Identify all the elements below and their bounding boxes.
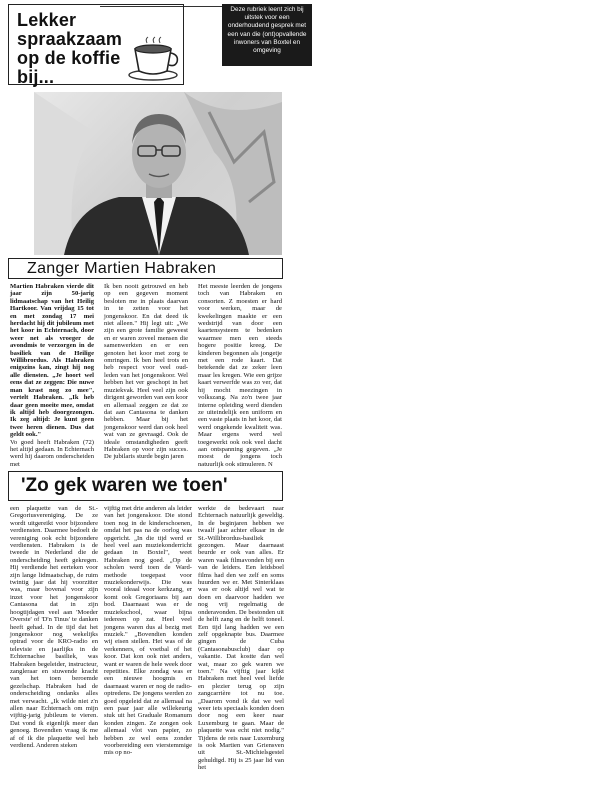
article-headline: Zanger Martien Habraken <box>27 260 217 277</box>
portrait-photo-figure <box>34 92 282 255</box>
article-column-1 <box>10 283 94 468</box>
article-column-5 <box>104 505 192 790</box>
article-column-6 <box>198 505 284 790</box>
article-column-3 <box>198 283 282 468</box>
column-intro: Deze rubriek leent zich bij uitstek voor een onderhoudend gesprek met een van die (ont)opvallende inwoners van Boxtel en omgeving <box>222 4 312 66</box>
headline-box <box>8 258 283 279</box>
article-column-2 <box>104 283 188 461</box>
section-heading-box <box>8 471 283 501</box>
section-heading: 'Zo gek waren we toen' <box>21 475 228 496</box>
article-paragraph: vijftig met drie anderen als leider van het jongenskoor. Die stond toen nog in de kinderschoenen, omdat het pas na de oorlog was opgericht. „In die tijd werd er heel veel aan muziekonderricht gedaan in Boxtel", weet Habraken nog goed. „Op de scholen werd toen de Ward-methode toegepast voor muziekonderwijs. Die was vooral ideaal voor kerkzang, er komt ook Gregoriaans bij aan bod. Daarnaast was er de muziekschool, waar bijna iedereen op zat. Heel veel jongens waren dus al bezig met muziek." „Bovendien konden wij eisen stellen. Het was of de verkenners, of voetbal of het koor. Dat kon ook niet anders, want er waren de hele week door repetities. Elke zondag was er een nieuwe hoogmis en daarnaast waren er nog de radio-optredens. De jongens werden zo goed opgeleid dat ze allemaal na een paar jaar alle willekeurig stuk uit het Graduale Romanum konden zingen. Ze zongen ook allemaal vlot van papier, zo hebben ze wel eens zonder voorbereiding een vierstemmige mis op no- <box>104 505 192 757</box>
article-lead-paragraph: Martien Habraken vierde dit jaar zijn 50-jarig lidmaatschap van het Heilig Hartkoor. Van vrijdag 15 tot en met zondag 17 mei herdacht hij dit jubileum met het koor in Echternach, door weer net als vroeger de avondmis te verzorgen in de basiliek van de Heilige Willibrordus. Als Habraken enigszins kan, zingt hij nog alle diensten. „Je hoort wel eens dat ze zeggen: Die nuwe man krast nog zo mee", vertelt Habraken. „Ik heb daar geen moeite mee, omdat ik altijd heb doorgezongen. Ik zeg altijd: Je kunt geen twee heren dienen. Dus dat geldt ook." <box>10 283 94 439</box>
article-paragraph: Vo goed heeft Habraken (72) het altijd gedaan. In Echternach werd hij daarom onderscheiden met <box>10 438 94 468</box>
column-title: Lekker spraakzaam op de koffie bij... <box>17 10 123 87</box>
article-paragraph: Het meeste leerden de jongens toch van Habraken en consorten. Z moesten er hard voor werken, maar de kwekelingen maakte er een wedstrijd van door een kaartensysteem te bedenken waarmee men een steeds hogere positie kreeg. De kinderen begonnen als jongetje met een rode kaart. Dat betekende dat ze zeker leen maar les kregen. Wie een grijze kaart verwerfde was zo ver, dat hij mocht meezingen in volkszang. Na zo'n twee jaar interne opleiding werd dienden ze uiteindelijk een uniform en een vaste plaats in het koor, dat werd ongekende kwaliteit was. Maar ergens werd wel toegewerkt ook ook veel dacht aan ontspanning gegeven. „Je moest de jongens toch natuurlijk ook stimuleren. N <box>198 283 282 468</box>
article-paragraph: Ik ben nooit getrouwd en heb op een gegeven moment besloten me in plaats daarvan in te zetten voor het jongenskoor. En dat deed ik niet alleen." Hij legt uit: „We zijn een grote familie geweest en er waren zoveel mensen die samenwerkten en er een genoten het koor met zorg te omringen. Ik ben heel trots en heb respect voor veel oud-leden van het jongenskoor. Wel hebben het ver geschopt in het muziekvak. Heel veel zijn ook dirigent geworden van een koor en allemaal zeggen ze dat ze dat aan Cantasona te danken hebben. Maar bij het jongenskoor werd dan ook heel wat van ze gevraagd. Ook de ideale omstandigheden geeft Habraken op voor zijn succes. De jubilaris sturde begin jaren <box>104 283 188 461</box>
article-paragraph: werkte de bedevaart naar Echternach natuurlijk geweldig. In de beginjaren hebben we twaalf jaar achter elkaar in de St.-Willibrordus-basiliek gezongen. Maar daarnaast beurde er ook van alles. Er waren vaak filmavonden bij een van de leiders. Een leidsboel films had den we zelf en soms huurden we er. Met Sinterklaas was er ook altijd wel wat te doen en daarvoor hadden we nog vrij regelmatig de onderavonden. De bestonden uit de helft zang en de helft toneel. Een tijd lang hadden we een zelf opgeknapte bus. Daarmee gingen de Cuba (Cantasonabusclub) daar op vakantie. Dat kostte dan wel wat, maar zo gek waren we toen." Na vijftig jaar kijkt Habraken met heel veel liefde en plezier terug op zijn zangcarrière tot nu toe. „Daarom vond ik dat we wel weer iets speciaals konden doen door nog een keer naar Luxemburg te gaan. Maar de plaquette was echt niet nodig." Tijdens de reis naar Luxemburg is ook Martien van Griensven uit St.-Michielsgestel gehuldigd. Hij is 25 jaar lid van het <box>198 505 284 772</box>
article-column-4 <box>10 505 98 790</box>
column-logo <box>8 4 184 85</box>
page-header-strip: — — — — <box>170 0 195 3</box>
portrait-photo <box>34 92 282 255</box>
coffee-cup-icon <box>127 37 179 81</box>
article-paragraph: een plaquette van de St.-Gregoriusvereniging. De ze wordt uitgereikt voor bijzondere verdiensten. Daarmee bedoelt de vereniging ook echt bijzondere verdiensten. Habraken is de tweede in Nederland die de onderscheiding heeft gekregen. Hij verdiende het eerteken voor zijn lange lidmaatschap, de ruim twintig jaar dat hij voorzitter was, maar bovenal voor zijn inzet voor het jongenskoor Cantasona dat in zijn hoogtijdagen veel aan 'Moeder Overste' of 'D'n Tinus' te danken heeft gehad. In de tijd dat het jongenskoor nog wekelijks optrad voor de KRO-radio en televisie en jaarlijks in de Echternachse basiliek, was Habraken begeleider, instructeur, zangleraar en stuwende kracht van het toen beroemde gezelschap. Habraken had de onderscheiding ondanks alles met verwacht. „Ik wilde niet z'n allen naar Echternach om mijn vijftig-jarig jubileum te vieren. Dat vond ik eigenlijk meer dan genoeg. Bovendien vraag ik me af of ik die plaquette wel heb verdiend. Anderen steken <box>10 505 98 749</box>
